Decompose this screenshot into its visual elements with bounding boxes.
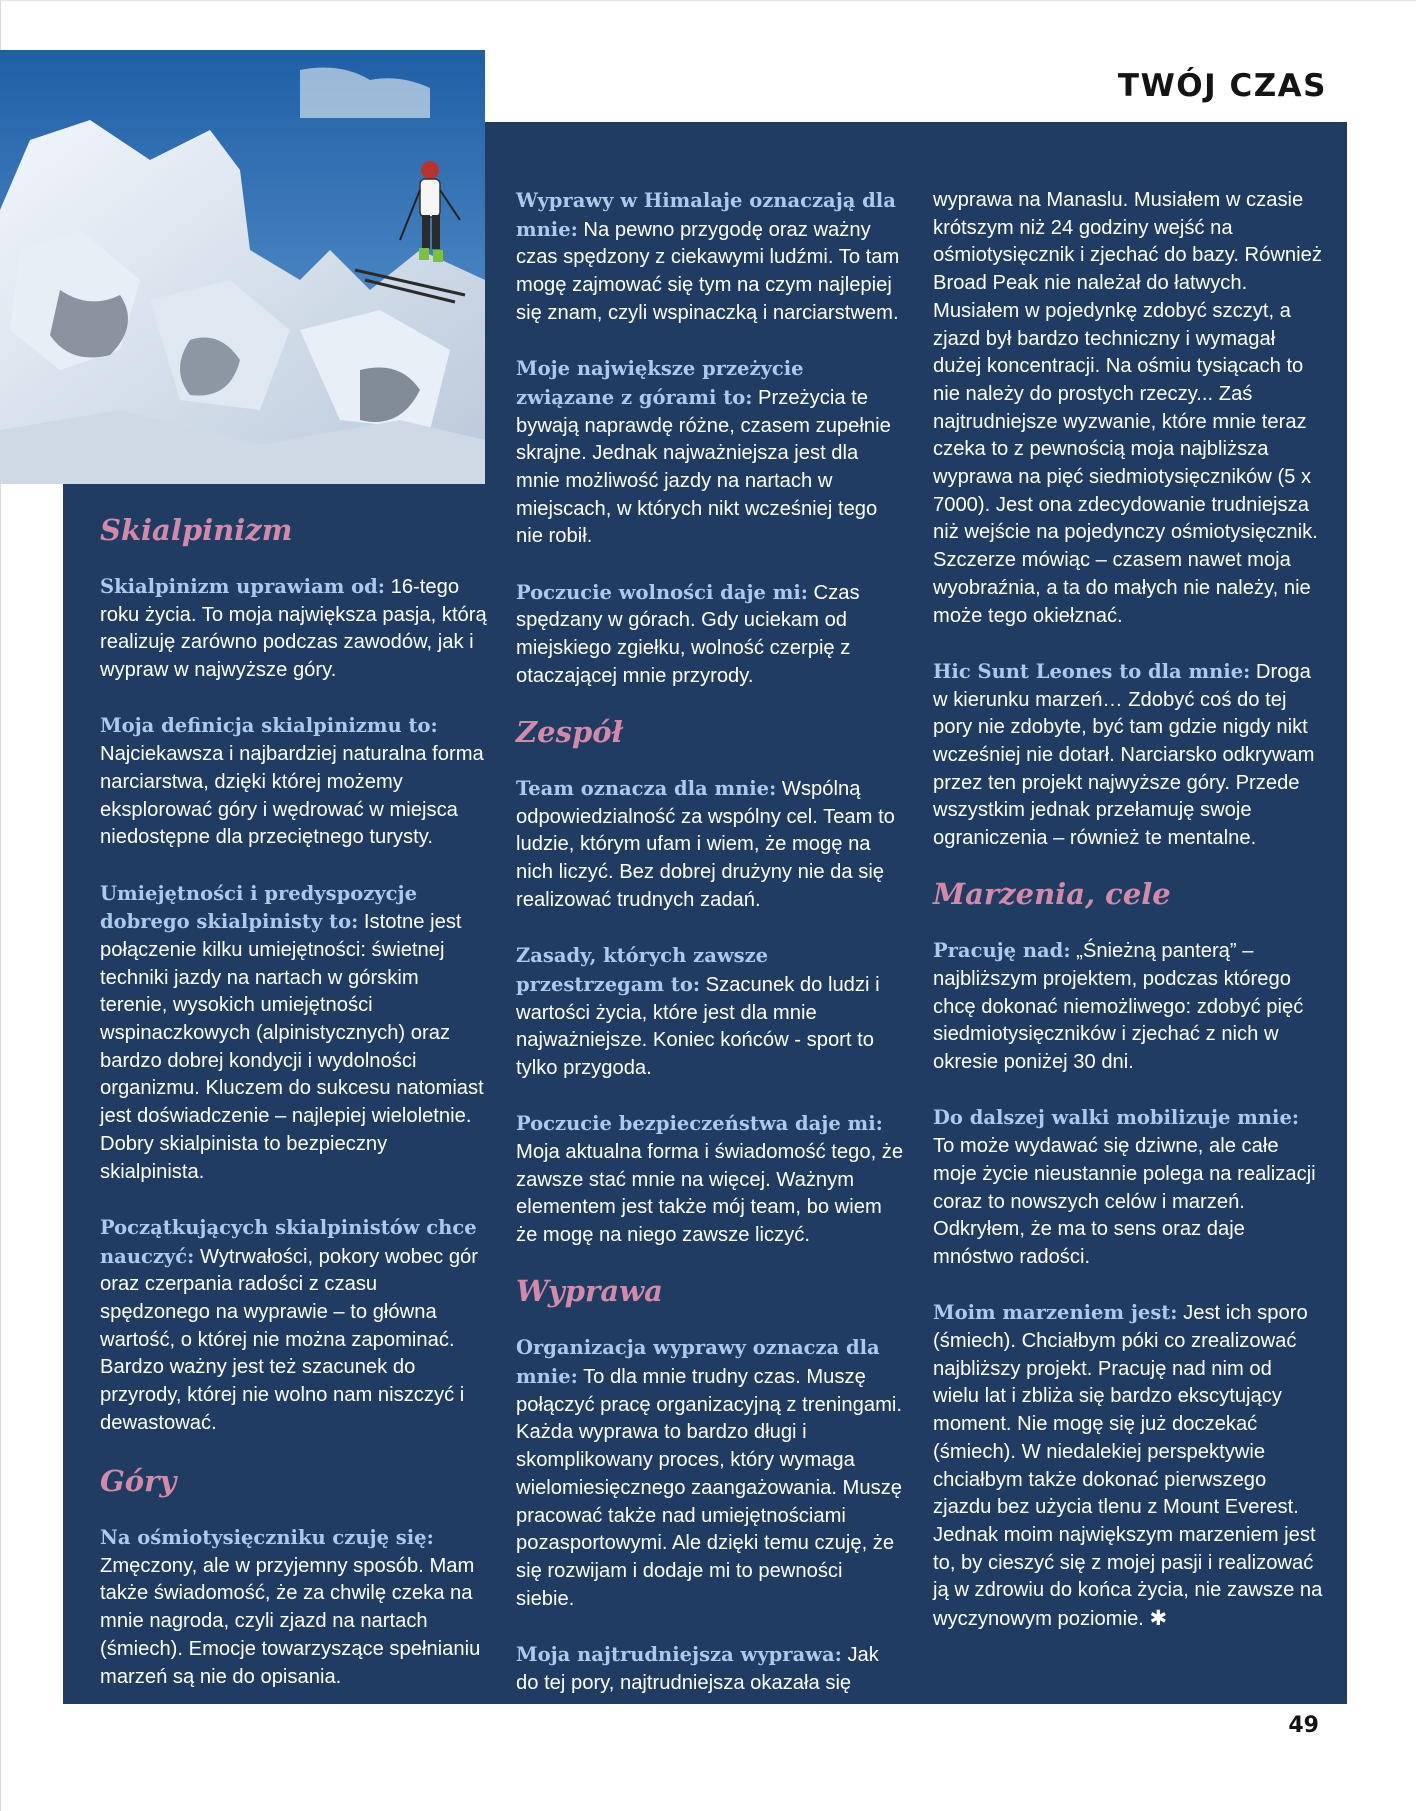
question-label: Zasady, których zawsze przestrzegam to: xyxy=(516,944,769,996)
question-label: Moim marzeniem jest: xyxy=(933,1301,1178,1325)
qa-paragraph xyxy=(516,775,906,915)
qa-paragraph xyxy=(516,1334,906,1613)
qa-paragraph xyxy=(516,1110,906,1250)
question-label: Umiejętności i predyspozycje dobrego skialpinisty to: xyxy=(100,881,417,934)
end-mark-icon: ✱ xyxy=(1149,1607,1168,1631)
qa-paragraph xyxy=(100,880,490,1187)
question-label: Team oznacza dla mnie: xyxy=(516,777,777,801)
qa-paragraph xyxy=(516,942,906,1083)
qa-paragraph xyxy=(516,187,906,328)
question-label: Moja najtrudniejsza wyprawa: xyxy=(516,1642,842,1666)
answer-text: „Śnieżną panterą” – najbliższym projektem, podczas którego chcę dokonać niemożliwego: zdobyć pięć siedmiotysięczników i zjechać z nich w okresie poniżej 30 dni. xyxy=(933,940,1304,1074)
qa-paragraph xyxy=(516,579,906,691)
heading-wyprawa: Wyprawa xyxy=(516,1274,663,1309)
skier-photo xyxy=(0,50,485,484)
answer-text: Droga w kierunku marzeń… Zdobyć coś do tej pory nie zdobyte, być tam gdzie nigdy nikt wcześniej nie dotarł. Narciarsko odkrywam przez ten projekt najwyższe góry. Przede wszystkim jednak przełamuję swoje ograniczenia – również te mentalne. xyxy=(933,660,1315,850)
qa-paragraph xyxy=(100,573,490,685)
question-label: Początkujących skialpinistów chce nauczyć: xyxy=(100,1215,477,1268)
question-label: Poczucie wolności daje mi: xyxy=(516,580,808,604)
heading-zespol: Zespół xyxy=(516,715,623,750)
qa-paragraph xyxy=(933,1299,1323,1633)
answer-text: Czas spędzany w górach. Gdy uciekam od miejskiego zgiełku, wolność czerpię z otaczającej mnie przyrody. xyxy=(516,581,860,687)
answer-text: To dla mnie trudny czas. Muszę połączyć pracę organizacyjną z treningami. Każda wyprawa to bardzo długi i skomplikowany proces, który wymaga wielomiesięcznego zaangażowania. Muszę pracować także nad umiejętnościami pozasportowymi. Ale dzięki temu czuję, że się rozwijam i dodaje mi to pewności siebie. xyxy=(516,1366,903,1610)
question-label: Do dalszej walki mobilizuje mnie: xyxy=(933,1106,1300,1130)
question-label: Organizacja wyprawy oznacza dla mnie: xyxy=(516,1336,880,1389)
column-2 xyxy=(516,187,906,1697)
answer-text: Szacunek do ludzi i wartości życia, które jest dla mnie najważniejsze. Koniec końców - sport to tylko przygoda. xyxy=(516,973,880,1079)
question-label: Skialpinizm uprawiam od: xyxy=(100,575,385,598)
section-tag: TWÓJ CZAS xyxy=(1117,68,1327,104)
answer-text: 16-tego roku życia. To moja największa pasja, którą realizuję zarówno podczas zawodów, jak i wypraw w najwyższe góry. xyxy=(100,576,487,682)
qa-paragraph xyxy=(100,1524,490,1691)
question-label: Pracuję nad: xyxy=(933,939,1071,963)
column-1 xyxy=(100,510,490,1691)
question-label: Moje największe przeżycie związane z górami to: xyxy=(516,357,804,409)
question-label: Na ośmiotysięczniku czuję się: xyxy=(100,1526,434,1550)
answer-text: wyprawa na Manaslu. Musiałem w czasie krótszym niż 24 godziny wejść na ośmiotysięcznik i zjechać do bazy. Również Broad Peak nie należał do łatwych. Musiałem w pojedynkę zdobyć szczyt, a zjazd był bardzo techniczny i wymagał dużej koncentracji. Na ośmiu tysiącach to nie należy do prostych rzeczy... Zaś najtrudniejsze wyzwanie, które mnie teraz czeka to z pewnością moja najbliższa wyprawa na pięć siedmiotysięczników (5 x 7000). Jest ona zdecydowanie trudniejsza niż wejście na pojedynczy ośmiotysięcznik. Szczerze mówiąc – czasem nawet moja wyobraźnia, a ta do małych nie należy, nie może tego okiełznać. xyxy=(933,189,1322,627)
qa-paragraph xyxy=(100,1214,490,1438)
answer-text: Najciekawsza i najbardziej naturalna forma narciarstwa, dzięki której możemy eksplorować góry i wędrować w miejsca niedostępne dla przeciętnego turysty. xyxy=(100,743,484,849)
answer-text: Jak do tej pory, najtrudniejsza okazała się xyxy=(516,1643,879,1694)
answer-text: Na pewno przygodę oraz ważny czas spędzony z ciekawymi ludźmi. To tam mogę zajmować się tym na czym najlepiej się znam, czyli wspinaczką i narciarstwem. xyxy=(516,218,900,324)
qa-paragraph xyxy=(516,355,906,551)
question-label: Poczucie bezpieczeństwa daje mi: xyxy=(516,1112,883,1136)
page-number: 49 xyxy=(1288,1713,1319,1738)
qa-paragraph xyxy=(516,1641,906,1697)
heading-gory: Góry xyxy=(100,1464,177,1499)
question-label: Hic Sunt Leones to dla mnie: xyxy=(933,659,1251,683)
answer-continuation xyxy=(933,187,1323,630)
answer-text: Zmęczony, ale w przyjemny sposób. Mam także świadomość, że za chwilę czeka na mnie nagroda, czyli zjazd na nartach (śmiech). Emocje towarzyszące spełnianiu marzeń są nie do opisania. xyxy=(100,1554,481,1688)
answer-text: Wytrwałości, pokory wobec gór oraz czerpania radości z czasu spędzonego na wyprawie – to główna wartość, o której nie można zapominać. Bardzo ważny jest też szacunek do przyrody, której nie wolno nam niszczyć i dewastować. xyxy=(100,1245,479,1434)
question-label: Moja definicja skialpinizmu to: xyxy=(100,714,438,738)
qa-paragraph xyxy=(100,712,490,852)
column-3 xyxy=(933,187,1323,1634)
skier-on-glacier-icon xyxy=(0,50,485,484)
heading-marzenia-cele: Marzenia, cele xyxy=(933,877,1171,912)
question-label: Wyprawy w Himalaje oznaczają dla mnie: xyxy=(516,189,896,241)
answer-text: Moja aktualna forma i świadomość tego, że zawsze stać mnie na więcej. Ważnym elementem jest także mój team, bo wiem że mogę na niego zawsze liczyć. xyxy=(516,1140,904,1247)
qa-paragraph xyxy=(933,1104,1323,1271)
heading-skialpinizm: Skialpinizm xyxy=(100,513,293,547)
answer-text: Przeżycia te bywają naprawdę różne, czasem zupełnie skrajne. Jednak najważniejsza jest dla mnie możliwość jazdy na nartach w miejscach, w których nikt wcześniej tego nie robił. xyxy=(516,386,891,548)
answer-text: Istotne jest połączenie kilku umiejętności: świetnej techniki jazdy na nartach w górskim terenie, wysokich umiejętności wspinaczkowych (alpinistycznych) oraz bardzo dobrej kondycji i wydolności organizmu. Kluczem do sukcesu natomiast jest doświadczenie – najlepiej wieloletnie. Dobry skialpinista to bezpieczny skialpinista. xyxy=(100,911,484,1183)
qa-paragraph xyxy=(933,937,1323,1077)
answer-text: To może wydawać się dziwne, ale całe moje życie nieustannie polega na realizacji coraz to nowszych celów i marzeń. Odkryłem, że ma to sens oraz daje mnóstwo radości. xyxy=(933,1135,1316,1268)
answer-text: Wspólną odpowiedzialność za wspólny cel. Team to ludzie, którym ufam i wiem, że mogę na nich liczyć. Bez dobrej drużyny nie da się realizować trudnych zadań. xyxy=(516,778,895,911)
answer-text: Jest ich sporo (śmiech). Chciałbym póki co zrealizować najbliższy projekt. Pracuję nad nim od wielu lat i zbliża się bardzo ekscytujący moment. Nie mogę się już doczekać (śmiech). W niedalekiej perspektywie chciałbym także dokonać pierwszego zjazdu bez użycia tlenu z Mount Everest. Jednak moim największym marzeniem jest to, by cieszyć się z mojej pasji i realizować ją w zdrowiu do końca życia, nie zawsze na wyczynowym poziomie. xyxy=(933,1302,1323,1631)
qa-paragraph xyxy=(933,658,1323,853)
